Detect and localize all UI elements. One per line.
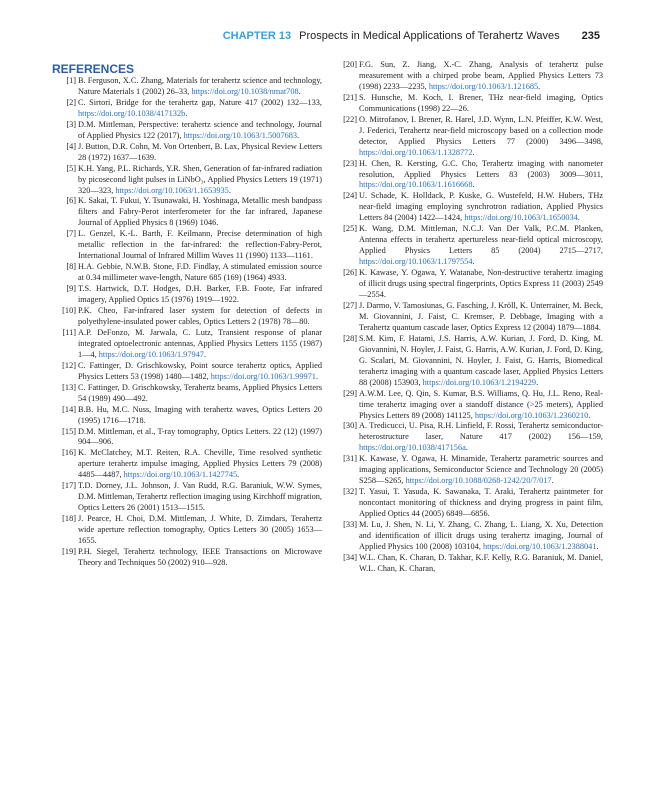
reference-text: T.S. Hartwick, D.T. Hodges, D.H. Barker, F.B. Foote, Far infrared imagery, Applied Optics 15 (1976) 1919—1922. (78, 284, 322, 305)
reference-number: [1] (66, 76, 76, 85)
reference-number: [4] (66, 141, 76, 151)
reference-text: S.M. Kim, F. Hatami, J.S. Harris, A.W. Kurian, J. Ford, D. King, M. Giovannini, N. Hoyler, J. Faist, G. Harris, A.W. Kurian, J. Ford, D. King, G. Scalari, M. Giovannini, N. Hoyler, J. Faist, G. Harris, Biomedical terahertz imaging with a quantum cascade laser, Applied Physics Letters 88 (2008) 153903, (359, 333, 603, 387)
reference-item (52, 306, 322, 328)
reference-number: [3] (66, 119, 76, 129)
reference-item (52, 120, 322, 142)
doi-link[interactable]: https://doi.org/10.1063/1.1797554 (359, 257, 473, 267)
reference-text: A. Tredicucci, U. Pisa, R.H. Linfield, F. Rossi, Terahertz semiconductor-heterostructure laser, Nature 417 (2002) 156—159, (359, 421, 603, 442)
reference-number: [7] (66, 229, 76, 239)
reference-item (52, 196, 322, 229)
reference-text: K. McClatchey, M.T. Reiten, R.A. Cheville, Time resolved synthetic aperture terahertz impulse imaging, Applied Physics Letters 79 (2008) 4485—4487, (78, 448, 322, 480)
reference-text: A.W.M. Lee, Q. Qin, S. Kumar, B.S. Williams, Q. Hu, J.L. Reno, Real-time terahertz imaging over a standoff distance (>25 meters), Applied Physics Letters 89 (2008) 141125, (359, 388, 603, 420)
reference-item (333, 520, 603, 553)
reference-text: U. Schade, K. Holldack, P. Kuske, G. Wustefeld, H.W. Hubers, THz near-field imaging employing synchrotron radiation, Applied Physics Letters 84 (2004) 1422—1424, (359, 191, 603, 223)
doi-link[interactable]: https://doi.org/10.1063/1.1427745 (123, 470, 238, 480)
reference-item (52, 405, 322, 427)
doi-link[interactable]: https://doi.org/10.1088/0268-1242/20/7/017 (405, 476, 552, 486)
reference-number: [19] (62, 546, 76, 556)
reference-text: C. Fattinger, D. Grischkowsky, Terahertz beams, Applied Physics Letters 54 (1989) 490—492. (78, 382, 322, 403)
reference-item (333, 115, 603, 159)
reference-tail: . (588, 410, 591, 420)
reference-item (52, 328, 322, 361)
doi-link[interactable]: https://doi.org/10.1063/1.2194229 (422, 377, 537, 387)
reference-number: [28] (343, 333, 357, 343)
reference-tail: . (297, 130, 300, 140)
doi-link[interactable]: https://doi.org/10.1038/417156a (359, 443, 466, 453)
doi-link[interactable]: https://doi.org/10.1038/417132b (78, 108, 186, 118)
reference-item (333, 268, 603, 301)
references-right-column (333, 60, 603, 575)
doi-link[interactable]: https://doi.org/10.1063/1.99971 (210, 371, 316, 381)
reference-number: [8] (66, 262, 76, 272)
doi-link[interactable]: https://doi.org/10.1063/1.2360210 (474, 410, 589, 420)
reference-text: A.P. DeFonzo, M. Jarwala, C. Lutz, Transient response of planar integrated optoelectronic antennas, Applied Physics Letters 1155 (1987) 1—4, (78, 327, 322, 359)
reference-item (52, 164, 322, 197)
reference-text: C. Sirtori, Bridge for the terahertz gap, Nature 417 (2002) 132—133, (78, 97, 322, 107)
reference-text: K. Kawase, Y. Ogawa, Y. Watanabe, Non-destructive terahertz imaging of illicit drugs using spectral fingerprints, Optics Express 11 (2003) 2549—2554. (359, 268, 603, 300)
reference-text: C. Fattinger, D. Grischkowsky, Point source terahertz optics, Applied Physics Letters 53 (1998) 1480—1482, (78, 360, 322, 381)
reference-text: K. Wang, D.M. Mittleman, N.C.J. Van Der Valk, P.C.M. Planken, Antenna effects in terahertz apertureless near-field optical microscopy, Applied Physics Letters 85 (2004) 2715—2717, (359, 224, 603, 256)
reference-text: B. Ferguson, X.C. Zhang, Materials for terahertz science and technology, Nature Materials 1 (2002) 26–33, (78, 76, 322, 96)
reference-tail: . (203, 349, 207, 359)
chapter-title: Prospects in Medical Applications of Terahertz Waves (299, 30, 560, 42)
reference-text: P.H. Siegel, Terahertz technology, IEEE Transactions on Microwave Theory and Techniques 50 (2002) 910—928. (78, 546, 322, 567)
reference-number: [34] (343, 552, 357, 562)
reference-text: B.B. Hu, M.C. Nuss, Imaging with terahertz waves, Optics Letters 20 (1995) 1716—1718. (78, 404, 322, 425)
reference-tail: . (237, 470, 240, 480)
reference-number: [14] (62, 404, 76, 414)
reference-number: [2] (66, 97, 76, 107)
reference-text: J. Darmo, V. Tamosiunas, G. Fasching, J. Kröll, K. Unterrainer, M. Beck, M. Giovannini, J. Faist, C. Kremser, P. Debbage, Imaging with a Terahertz quantum cascade laser, Optics Express 12 (2004) 1879—1884. (359, 300, 603, 332)
reference-text: T.D. Dorney, J.L. Johnson, J. Van Rudd, R.G. Baraniuk, W.W. Symes, D.M. Mittleman, Terahertz reflection imaging using Kirchhoff migration, Optics Letters 26 (2001) 1513—1515. (78, 481, 322, 513)
reference-number: [9] (66, 284, 76, 294)
reference-text: J. Button, D.R. Cohn, M. Von Ortenbert, B. Lax, Physical Review Letters 28 (1972) 1637—1639. (78, 141, 322, 162)
reference-item (52, 284, 322, 306)
reference-number: [25] (343, 224, 357, 234)
reference-item (52, 514, 322, 547)
reference-number: [12] (62, 360, 76, 370)
reference-tail: . (472, 257, 475, 267)
reference-tail: . (315, 371, 319, 381)
reference-number: [15] (62, 426, 76, 436)
reference-number: [20] (343, 60, 357, 69)
doi-link[interactable]: https://doi.org/10.1063/1.5007683 (183, 130, 298, 140)
reference-item (333, 553, 603, 575)
references-heading: REFERENCES (52, 62, 135, 76)
reference-tail: . (228, 185, 231, 195)
reference-item (52, 383, 322, 405)
reference-item (52, 98, 322, 120)
doi-link[interactable]: https://doi.org/10.1063/1.1328772 (359, 147, 473, 157)
doi-link[interactable]: https://doi.org/10.1063/1.1616668 (359, 180, 473, 190)
reference-item (52, 547, 322, 569)
reference-number: [21] (343, 92, 357, 102)
reference-number: [17] (62, 481, 76, 491)
doi-link[interactable]: https://doi.org/10.1063/1.2388041 (483, 541, 597, 551)
reference-item (333, 389, 603, 422)
reference-text: D.M. Mittleman, Perspective: terahertz science and technology, Journal of Applied Physics 122 (2017), (78, 119, 322, 140)
reference-text: D.M. Mittleman, et al., T-ray tomography, Optics Letters. 22 (12) (1997) 904—906. (78, 426, 322, 447)
reference-text: O. Mitrofanov, I. Brener, R. Harel, J.D. Wynn, L.N. Pfeiffer, K.W. West, J. Federici, Terahertz near-field microscopy based on a collection mode detector, Applied Physics Letters 77 (2000) 3496—3498, (359, 114, 603, 146)
reference-number: [33] (343, 520, 357, 530)
reference-item (333, 421, 603, 454)
reference-text: K. Sakai, T. Fukui, Y. Tsunawaki, H. Yoshinaga, Metallic mesh bandpass filters and Fabry-Perot interferometer for the far infrared, Japanese Journal of Applied Physics 8 (1969) 1046. (78, 196, 322, 228)
reference-item (333, 159, 603, 192)
doi-link[interactable]: https://doi.org/10.1063/1.1650034 (464, 213, 578, 223)
reference-number: [22] (343, 114, 357, 124)
reference-item (333, 224, 603, 268)
reference-item (52, 427, 322, 449)
reference-number: [11] (62, 327, 76, 337)
reference-item (52, 448, 322, 481)
reference-number: [30] (343, 421, 357, 431)
reference-tail: . (551, 476, 554, 486)
doi-link[interactable]: https://doi.org/10.1063/1.1653935 (115, 185, 229, 195)
reference-tail: . (298, 86, 301, 96)
reference-tail: . (577, 213, 580, 223)
reference-number: [23] (343, 158, 357, 168)
reference-item (52, 481, 322, 514)
reference-number: [13] (62, 382, 76, 392)
reference-number: [6] (66, 196, 76, 206)
reference-tail: . (472, 147, 475, 157)
reference-text: K. Kawase, Y. Ogawa, H. Minamide, Terahertz parametric sources and imaging applications, Semiconductor Science and Technology 20 (2005) S258—S265, (359, 454, 603, 486)
reference-number: [29] (343, 388, 357, 398)
reference-item (333, 191, 603, 224)
reference-number: [10] (62, 306, 76, 316)
doi-link[interactable]: https://doi.org/10.1038/nmat708 (191, 86, 299, 96)
reference-tail: . (472, 180, 475, 190)
reference-text: J. Pearce, H. Choi, D.M. Mittleman, J. White, D. Zimdars, Terahertz wide aperture reflection tomography, Optics Letters 30 (2005) 1653—1655. (78, 514, 322, 546)
reference-tail: . (536, 377, 539, 387)
reference-text: W.L. Chan, K. Charan, D. Takhar, K.F. Kelly, R.G. Baraniuk, M. Daniel, W.L. Chan, K. Charan, (359, 552, 603, 573)
reference-tail: . (185, 108, 188, 118)
reference-tail: . (596, 541, 599, 551)
reference-item (52, 262, 322, 284)
reference-number: [32] (343, 487, 357, 497)
reference-text: K.H. Yang, P.L. Richards, Y.R. Shen, Generation of far-infrared radiation by picosecond light pulses in LiNbO₃, Applied Physics Letters 19 (1971) 320—323, (78, 163, 322, 195)
reference-text: L. Genzel, K.-L. Barth, F. Keilmann, Precise determination of high metallic reflection in the far-infrared: the reflection-Fabry-Perot, International Journal of Infrared Millim Waves 11 (1990) 1133—1161. (78, 229, 322, 261)
reference-item (333, 60, 603, 93)
reference-text: S. Hunsche, M. Koch, I. Brener, THz near-field imaging, Optics Communications (1998) 22—26. (359, 92, 603, 113)
reference-item (52, 76, 322, 98)
reference-item (52, 229, 322, 262)
running-header (0, 30, 600, 42)
reference-item (52, 142, 322, 164)
reference-item (52, 361, 322, 383)
doi-link[interactable]: https://doi.org/10.1063/1.121685 (428, 81, 539, 91)
doi-link[interactable]: https://doi.org/10.1063/1.97947 (98, 349, 204, 359)
reference-item (333, 334, 603, 389)
reference-number: [31] (343, 454, 357, 464)
reference-number: [27] (343, 300, 357, 310)
reference-text: P.K. Cheo, Far-infrared laser system for detection of defects in polyethylene-insulated power cables, Optics Letters 2 (1978) 78—80. (78, 306, 322, 326)
reference-text: T. Yasui, T. Yasuda, K. Sawanaka, T. Araki, Terahertz paintmeter for noncontact monitoring of thickness and drying progress in paint film, Applied Optics 44 (2005) 6849—6856. (359, 487, 603, 519)
reference-number: [16] (62, 448, 76, 458)
reference-item (333, 93, 603, 115)
reference-number: [5] (66, 163, 76, 173)
reference-text: F.G. Sun, Z. Jiang, X.-C. Zhang, Analysis of terahertz pulse measurement with a chirped probe beam, Applied Physics Letters 73 (1998) 2233—2235, (359, 60, 603, 91)
reference-text: M. Lu, J. Shen, N. Li, Y. Zhang, C. Zhang, L. Liang, X. Xu, Detection and identification of illicit drugs using terahertz imaging, Journal of Applied Physics 100 (2008) 103104, (359, 520, 603, 551)
reference-number: [26] (343, 268, 357, 278)
reference-item (333, 454, 603, 487)
reference-text: H. Chen, R. Kersting, G.C. Cho, Terahertz imaging with nanometer resolution, Applied Physics Letters 83 (2003) 3009—3011, (359, 158, 603, 179)
reference-item (333, 487, 603, 520)
page-number: 235 (581, 30, 600, 42)
reference-number: [24] (343, 191, 357, 201)
reference-item (333, 301, 603, 334)
references-left-column (52, 76, 322, 569)
chapter-label: CHAPTER 13 (222, 30, 292, 42)
reference-tail: . (538, 81, 541, 91)
reference-number: [18] (62, 514, 76, 524)
reference-text: H.A. Gebbie, N.W.B. Stone, F.D. Findlay, A stimulated emission source at 0.34 millimeter wave-length, Nature 685 (169) (1964) 4933. (78, 262, 322, 283)
reference-tail: . (465, 443, 468, 453)
